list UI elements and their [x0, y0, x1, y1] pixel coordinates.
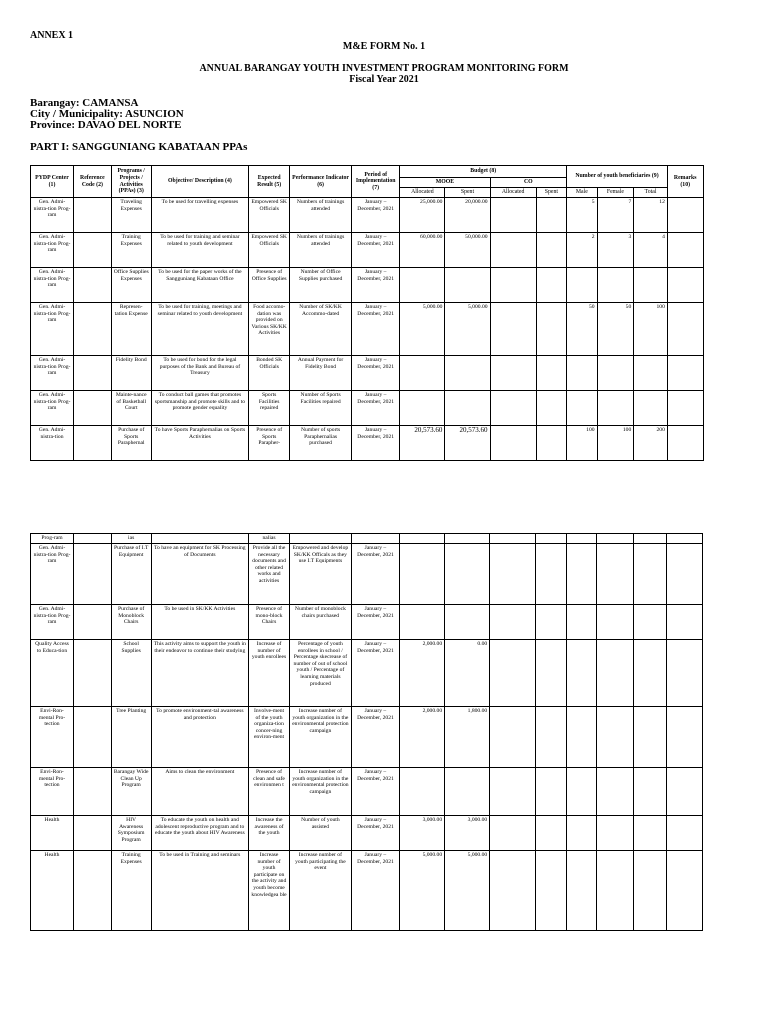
cell-co-alloc — [490, 426, 536, 461]
cell-period: January – December, 2021 — [351, 707, 399, 768]
cell-total — [634, 356, 668, 391]
table-row — [31, 816, 743, 851]
cell-ppa: Mainte-nance of Basketball Court — [111, 391, 151, 426]
col-expected: Expected Result (5) — [249, 166, 290, 198]
cell-ppa: Tree Planting — [111, 707, 151, 768]
cell-period: January – December, 2021 — [352, 391, 400, 426]
cell-mooe-spent: 0.00 — [445, 640, 490, 707]
cell-ppa: HIV Awareness Symposium Program — [111, 816, 151, 851]
cell-total — [633, 640, 667, 707]
cell-co-alloc — [490, 391, 536, 426]
cell-mooe-alloc — [400, 768, 445, 816]
cell-co-spent — [536, 640, 566, 707]
cell-mooe-alloc — [400, 534, 445, 544]
cell-period: January – December, 2021 — [352, 268, 400, 303]
ppa-table-page2 — [30, 533, 743, 931]
cell-remarks — [667, 198, 703, 233]
table-row — [31, 640, 743, 707]
table-row — [31, 268, 744, 303]
location-info — [30, 98, 184, 131]
cell-co-alloc — [490, 605, 536, 640]
cell-period: January – December, 2021 — [352, 198, 400, 233]
cell-ref — [73, 544, 111, 605]
cell-ref — [74, 233, 112, 268]
cell-period: January – December, 2021 — [351, 851, 399, 931]
cell-remarks — [667, 426, 703, 461]
cell-ppa: Training Expenses — [111, 851, 151, 931]
cell-co-spent — [536, 544, 566, 605]
cell-mooe-spent: 5,000.00 — [445, 851, 490, 931]
cell-indicator: Numbers of trainings attended — [290, 198, 352, 233]
cell-co-alloc — [490, 768, 536, 816]
fiscal-year: Fiscal Year 2021 — [349, 74, 419, 85]
cell-total — [633, 534, 667, 544]
cell-co-alloc — [490, 534, 536, 544]
col-total: Total — [634, 188, 668, 198]
cell-period: January – December, 2021 — [351, 816, 399, 851]
cell-ppa: Fidelity Bond — [111, 356, 151, 391]
cell-indicator: Increase number of youth organization in the environmental protection campaign — [289, 768, 351, 816]
table-row — [31, 707, 743, 768]
cell-remarks — [667, 707, 703, 768]
cell-male — [566, 816, 596, 851]
cell-indicator: Number of youth assisted — [289, 816, 351, 851]
cell-center: Gen. Admi-nistra-tion Prog-ram — [31, 391, 74, 426]
cell-ref — [74, 268, 112, 303]
col-beneficiaries: Number of youth beneficiaries (9) — [567, 166, 668, 188]
col-programs: Programs / Projects / Activities (PPAs) (3) — [111, 166, 151, 198]
cell-center: Health — [31, 851, 74, 931]
cell-indicator: Number of monoblock chairs purchased — [289, 605, 351, 640]
cell-ppa: Training Expenses — [111, 233, 151, 268]
cell-indicator: Annual Payment for Fidelity Bond — [290, 356, 352, 391]
cell-center: Health — [31, 816, 74, 851]
cell-center: Quality Access to Educa-tion — [31, 640, 74, 707]
cell-ppa: Purchase of Monoblock Chairs — [111, 605, 151, 640]
cell-mooe-spent — [445, 391, 490, 426]
cell-male — [566, 707, 596, 768]
col-budget: Budget (8) — [400, 166, 567, 178]
cell-mooe-alloc: 5,000.00 — [400, 851, 445, 931]
cell-total: 200 — [634, 426, 668, 461]
cell-female: 50 — [597, 303, 634, 356]
cell-objective: To be used for travelling expenses — [151, 198, 249, 233]
cell-mooe-alloc: 20,573.60 — [400, 426, 445, 461]
table-header — [31, 166, 744, 198]
cell-expected: Empowered SK Officials — [249, 198, 290, 233]
cell-co-alloc — [490, 544, 536, 605]
cell-male — [566, 768, 596, 816]
cell-female — [597, 640, 634, 707]
cell-mooe-spent — [445, 268, 490, 303]
cell-objective: This activity aims to support the youth in their endeavor to continue their studying — [151, 640, 249, 707]
province-label: Province: DAVAO DEL NORTE — [30, 119, 182, 131]
cell-male: 50 — [567, 303, 597, 356]
table-row — [31, 198, 744, 233]
cell-expected: Involve-ment of the youth organiza-tion concer-ning environ-ment — [249, 707, 290, 768]
cell-male: 2 — [567, 233, 597, 268]
cell-mooe-alloc: 60,000.00 — [400, 233, 445, 268]
cell-female — [597, 391, 634, 426]
cell-expected: Provide all the necessary documents and other related works and activities — [249, 544, 290, 605]
col-male: Male — [567, 188, 597, 198]
cell-remarks — [667, 268, 703, 303]
col-ref: Reference Code (2) — [74, 166, 112, 198]
cell-mooe-spent: 20,000.00 — [445, 198, 490, 233]
cell-mooe-alloc: 2,000.00 — [400, 707, 445, 768]
col-co-spent: Spent — [536, 188, 566, 198]
cell-objective: To have an equipment for SK Processing of Documents — [151, 544, 249, 605]
cell-expected: Increase of number of youth enrollees — [249, 640, 290, 707]
cell-objective: To promote environment-tal awareness and protection — [151, 707, 249, 768]
cell-female: 7 — [597, 198, 634, 233]
cell-center: Gen. Admi-nistra-tion Prog-ram — [31, 605, 74, 640]
cell-expected: Bonded SK Officials — [249, 356, 290, 391]
cell-co-alloc — [490, 198, 536, 233]
cell-total — [633, 851, 667, 931]
cell-remarks — [667, 544, 703, 605]
cell-ref — [73, 768, 111, 816]
cell-male — [567, 268, 597, 303]
cell-mooe-spent: 50,000.00 — [445, 233, 490, 268]
table-row — [31, 605, 743, 640]
cell-remarks — [667, 605, 703, 640]
cell-period: January – December, 2021 — [351, 605, 399, 640]
cell-male — [566, 605, 596, 640]
cell-ppa: Office Supplies Expenses — [111, 268, 151, 303]
cell-co-spent — [536, 768, 566, 816]
col-pydp: PYDP Center (1) — [31, 166, 74, 198]
cell-mooe-spent — [445, 605, 490, 640]
cell-mooe-alloc — [400, 544, 445, 605]
table-row — [31, 534, 743, 544]
cell-co-spent — [536, 851, 566, 931]
cell-objective: To be used for training, meetings and seminar related to youth development — [151, 303, 249, 356]
cell-period: January – December, 2021 — [352, 356, 400, 391]
col-indicator: Performance Indicator (6) — [290, 166, 352, 198]
cell-female — [597, 534, 634, 544]
table-row — [31, 303, 744, 356]
cell-ppa: Barangay Wide Clean Up Program — [111, 768, 151, 816]
cell-mooe-alloc: 3,000.00 — [400, 816, 445, 851]
cell-indicator: Number of Sports Facilities repaired — [290, 391, 352, 426]
cell-female — [597, 707, 634, 768]
cell-mooe-alloc — [400, 268, 445, 303]
cell-objective: Aims to clean the environment — [151, 768, 249, 816]
cell-co-spent — [536, 233, 566, 268]
cell-co-alloc — [490, 816, 536, 851]
table-body-page1 — [31, 198, 744, 461]
cell-expected: Empowered SK Officials — [249, 233, 290, 268]
cell-mooe-spent — [445, 768, 490, 816]
cell-co-spent — [536, 356, 566, 391]
cell-male: 5 — [567, 198, 597, 233]
cell-ppa: School Supplies — [111, 640, 151, 707]
cell-objective: To conduct ball games that promotes sportsmanship and promote skills and to promote gender equality — [151, 391, 249, 426]
cell-co-alloc — [490, 356, 536, 391]
cell-mooe-alloc — [400, 605, 445, 640]
cell-indicator: Number of Office Supplies purchased — [290, 268, 352, 303]
cell-expected: nalias — [249, 534, 290, 544]
cell-remarks — [667, 391, 703, 426]
cell-remarks — [667, 768, 703, 816]
cell-male — [567, 356, 597, 391]
cell-ref — [74, 303, 112, 356]
cell-center: Gen. Admi-nistra-tion Prog-ram — [31, 303, 74, 356]
cell-expected: Sports Facilities repaired — [249, 391, 290, 426]
cell-period: January – December, 2021 — [351, 640, 399, 707]
cell-female — [597, 544, 634, 605]
col-female: Female — [597, 188, 634, 198]
cell-total — [633, 605, 667, 640]
col-co-allocated: Allocated — [490, 188, 536, 198]
table-row — [31, 391, 744, 426]
cell-center: Gen. Admi-nistra-tion Prog-ram — [31, 268, 74, 303]
cell-ppa: Traveling Expenses — [111, 198, 151, 233]
cell-objective: To be used in SK/KK Activities — [151, 605, 249, 640]
cell-mooe-alloc — [400, 356, 445, 391]
table-row — [31, 233, 744, 268]
cell-indicator: Percentage of youth enrollees in school / Percentage skecrease of number of out of school youth / Percentage of learning materials produced — [289, 640, 351, 707]
cell-male: 100 — [567, 426, 597, 461]
cell-co-spent — [536, 707, 566, 768]
cell-ppa: ias — [111, 534, 151, 544]
cell-indicator: Numbers of trainings attended — [290, 233, 352, 268]
cell-ref — [73, 605, 111, 640]
cell-co-spent — [536, 426, 566, 461]
cell-objective: To be used for the paper works of the Sangguniang Kabataan Office — [151, 268, 249, 303]
cell-female: 3 — [597, 233, 634, 268]
cell-ref — [74, 391, 112, 426]
cell-total: 4 — [634, 233, 668, 268]
cell-center: Prog-ram — [31, 534, 74, 544]
cell-total: 100 — [634, 303, 668, 356]
cell-co-spent — [536, 605, 566, 640]
cell-co-alloc — [490, 303, 536, 356]
cell-ref — [73, 851, 111, 931]
cell-expected: Presence of Sports Parapher- — [249, 426, 290, 461]
cell-indicator: Increase number of youth organization in the environmental protection campaign — [289, 707, 351, 768]
cell-co-alloc — [490, 851, 536, 931]
cell-female: 100 — [597, 426, 634, 461]
cell-ppa: Purchase of I.T Equipment — [111, 544, 151, 605]
cell-total: 12 — [634, 198, 668, 233]
table-row — [31, 544, 743, 605]
col-co: CO — [490, 178, 567, 188]
cell-mooe-spent: 5,000.00 — [445, 303, 490, 356]
cell-center: Gen. Admi-nistra-tion Prog-ram — [31, 198, 74, 233]
cell-male — [566, 534, 596, 544]
cell-mooe-alloc: 2,000.00 — [400, 640, 445, 707]
cell-objective: To be used in Training and seminars — [151, 851, 249, 931]
cell-mooe-alloc — [400, 391, 445, 426]
cell-indicator: Empowered and develop SK/KK Officals as they use I.T Equipments — [289, 544, 351, 605]
cell-expected: Increase number of youth participate on the activity and youth become knowledgea ble — [249, 851, 290, 931]
cell-mooe-spent — [445, 534, 490, 544]
cell-total — [633, 707, 667, 768]
cell-total — [633, 816, 667, 851]
cell-male — [566, 640, 596, 707]
cell-expected: Food accomo-dation was provided on Various SK/KK Activities — [249, 303, 290, 356]
cell-mooe-spent — [445, 356, 490, 391]
cell-co-spent — [536, 303, 566, 356]
cell-remarks — [667, 303, 703, 356]
cell-ref — [74, 426, 112, 461]
cell-female — [597, 768, 634, 816]
cell-indicator: Increase number of youth participating the event — [289, 851, 351, 931]
cell-remarks — [667, 640, 703, 707]
table-row — [31, 768, 743, 816]
cell-co-alloc — [490, 640, 536, 707]
form-title — [0, 63, 768, 85]
cell-period: January – December, 2021 — [352, 233, 400, 268]
part-heading: PART I: SANGGUNIANG KABATAAN PPAs — [30, 141, 248, 153]
ppa-table-page1 — [30, 165, 743, 461]
cell-center: Envi-Ron-mental Pro-tection — [31, 707, 74, 768]
cell-male — [567, 391, 597, 426]
cell-indicator — [289, 534, 351, 544]
cell-female — [597, 356, 634, 391]
cell-center: Gen. Admi-nistra-tion Prog-ram — [31, 356, 74, 391]
cell-period: January – December, 2021 — [351, 544, 399, 605]
cell-remarks — [667, 534, 703, 544]
cell-co-spent — [536, 534, 566, 544]
cell-co-spent — [536, 198, 566, 233]
cell-total — [633, 544, 667, 605]
cell-center: Gen. Admi-nistra-tion Prog-ram — [31, 233, 74, 268]
cell-mooe-alloc: 25,000.00 — [400, 198, 445, 233]
cell-indicator: Number of sports Paraphernalias purchased — [290, 426, 352, 461]
cell-ref — [74, 356, 112, 391]
cell-ref — [74, 198, 112, 233]
cell-co-spent — [536, 391, 566, 426]
cell-mooe-alloc: 5,000.00 — [400, 303, 445, 356]
cell-indicator: Number of SK/KK Accommo-dated — [290, 303, 352, 356]
cell-co-spent — [536, 268, 566, 303]
cell-ref — [73, 534, 111, 544]
cell-ref — [73, 816, 111, 851]
cell-co-spent — [536, 816, 566, 851]
cell-co-alloc — [490, 233, 536, 268]
cell-expected: Increase the awareness of the youth — [249, 816, 290, 851]
cell-male — [566, 544, 596, 605]
col-mooe-spent: Spent — [445, 188, 490, 198]
cell-center: Gen. Admi-nistra-tion — [31, 426, 74, 461]
cell-co-alloc — [490, 707, 536, 768]
cell-period: January – December, 2021 — [352, 303, 400, 356]
cell-total — [634, 391, 668, 426]
cell-objective — [151, 534, 249, 544]
cell-co-alloc — [490, 268, 536, 303]
col-mooe: MOOE — [400, 178, 490, 188]
cell-remarks — [667, 233, 703, 268]
cell-female — [597, 851, 634, 931]
cell-female — [597, 605, 634, 640]
cell-remarks — [667, 851, 703, 931]
cell-period — [351, 534, 399, 544]
cell-objective: To have Sports Paraphernalias on Sports Activities — [151, 426, 249, 461]
cell-female — [597, 268, 634, 303]
cell-ref — [73, 640, 111, 707]
title-line: ANNUAL BARANGAY YOUTH INVESTMENT PROGRAM MONITORING FORM — [199, 63, 569, 74]
cell-remarks — [667, 816, 703, 851]
annex-label: ANNEX 1 — [30, 30, 74, 41]
cell-ppa: Purchase of Sports Paraphernal — [111, 426, 151, 461]
table-row — [31, 426, 744, 461]
form-number: M&E FORM No. 1 — [342, 41, 426, 52]
barangay-label: Barangay: CAMANSA — [30, 97, 139, 109]
cell-total — [633, 768, 667, 816]
col-mooe-allocated: Allocated — [400, 188, 445, 198]
city-label: City / Municipality: ASUNCION — [30, 108, 184, 120]
cell-expected: Presence of mono-block Chairs — [249, 605, 290, 640]
col-period: Period of Implementation (7) — [352, 166, 400, 198]
table-body-page2 — [31, 534, 743, 931]
cell-total — [634, 268, 668, 303]
cell-period: January – December, 2021 — [351, 768, 399, 816]
cell-ref — [73, 707, 111, 768]
table-row — [31, 356, 744, 391]
cell-expected: Presence of clean and safe environmen t — [249, 768, 290, 816]
cell-expected: Presence of Office Supplies — [249, 268, 290, 303]
cell-male — [566, 851, 596, 931]
cell-remarks — [667, 356, 703, 391]
cell-ppa: Represen-tation Expense — [111, 303, 151, 356]
cell-objective: To be used for training and seminar related to youth development — [151, 233, 249, 268]
col-remarks: Remarks (10) — [667, 166, 703, 198]
cell-mooe-spent: 3,000.00 — [445, 816, 490, 851]
cell-period: January – December, 2021 — [352, 426, 400, 461]
cell-mooe-spent — [445, 544, 490, 605]
table-row — [31, 851, 743, 931]
cell-objective: To be used for bond for the legal purposes of the Bank and Bureau of Treasury — [151, 356, 249, 391]
cell-center: Envi-Ron-mental Pro-tection — [31, 768, 74, 816]
cell-mooe-spent: 20,573.60 — [445, 426, 490, 461]
cell-mooe-spent: 1,800.00 — [445, 707, 490, 768]
col-objective: Objective/ Description (4) — [151, 166, 249, 198]
cell-center: Gen. Admi-nistra-tion Prog-ram — [31, 544, 74, 605]
cell-objective: To educate the youth on health and adolescent reproductive program and to educate the youth about HIV Awareness — [151, 816, 249, 851]
cell-female — [597, 816, 634, 851]
